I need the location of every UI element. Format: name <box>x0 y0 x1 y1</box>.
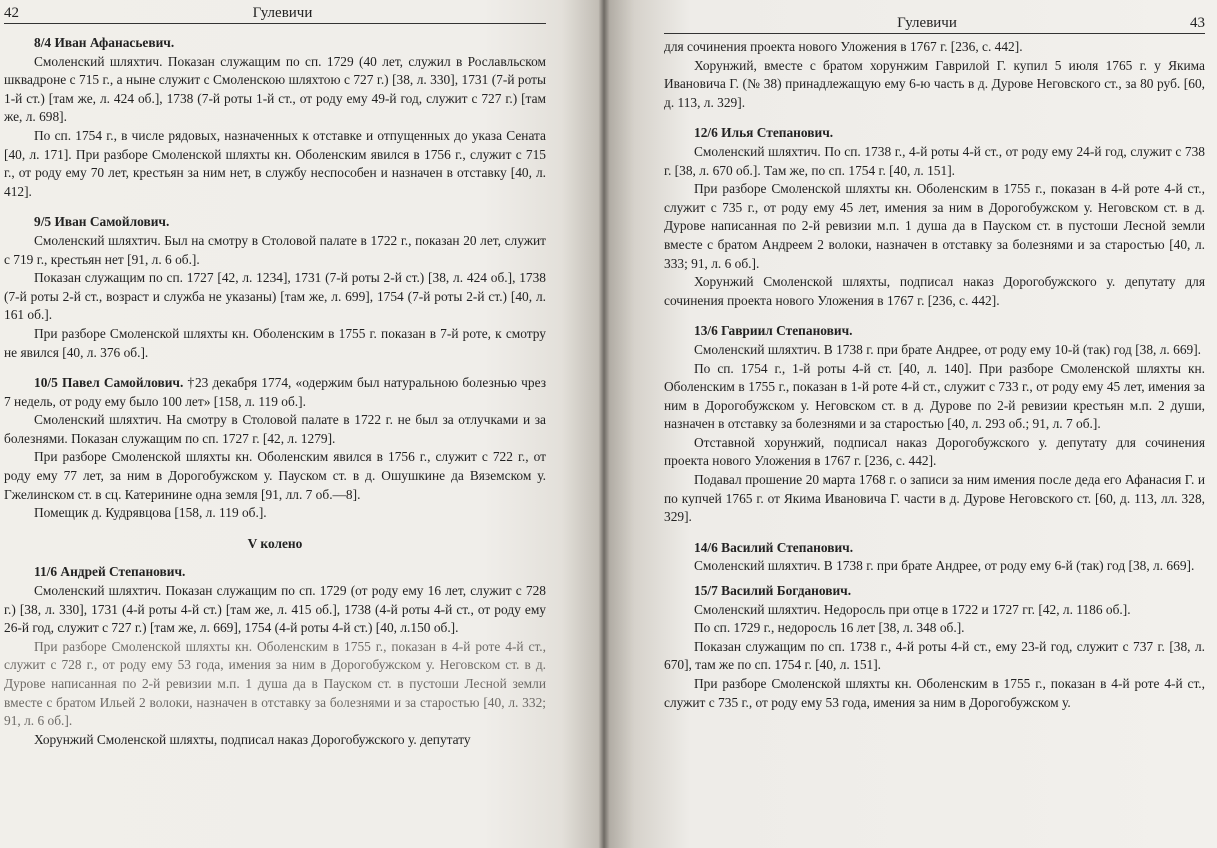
entry-paragraph: При разборе Смоленской шляхты кн. Оболенским в 1755 г., показан в 4-й роте 4-й ст., служит с 735 г., от роду ему 45 лет, имения за ним в Дорогобужском у. Неговском ст. в д. Дурове написанная по 2-й ревизии м.п. 1 душа да в Пауском ст. в пустоши Лесной земли вместе с братом Андреем 2 волоки, назначен в отставку за болезнями и за старостью [40, л. 333; 91, л. 6 об.]. <box>664 181 1205 271</box>
entry-paragraph: Смоленский шляхтич. Показан служащим по сп. 1729 (40 лет, служил в Рославльском шквадроне с 715 г., а ныне служит с Смоленскою шляхтою с 727 г.) [38, л. 330], 1731 (7-й роты 1-й ст.) [там же, л. 424 об.], 1738 (7-й роты 1-й ст., от роду ему 49-й год, служит с 727 г.) [там же, л. 698]. <box>4 53 546 125</box>
entry-paragraph: Смоленский шляхтич. В 1738 г. при брате Андрее, от роду ему 10-й (так) год [38, л. 669]. <box>694 341 1202 357</box>
entry-heading: 14/6 Василий Степанович. <box>694 539 854 555</box>
entry-paragraph: При разборе Смоленской шляхты кн. Оболенским явился в 1756 г., служит с 722 г., от роду ему 77 лет, за ним в Дорогобужском у. Пауском ст. в д. Ошушкине да Вяземском у. Гжелинском ст. в сц. Катеринине одна земля [91, лл. 7 об.—8]. <box>4 449 546 502</box>
right-page <box>604 0 1217 848</box>
entry-heading: 13/6 Гавриил Степанович. <box>694 323 853 339</box>
entry-paragraph: Смоленский шляхтич. Был на смотру в Столовой палате в 1722 г., показан 20 лет, служит с 719 г., крестьян нет [91, л. 6 об.]. <box>4 232 546 267</box>
entry-heading: 12/6 Илья Степанович. <box>694 125 834 141</box>
entry-11-6 <box>4 563 546 749</box>
section-title: V колено <box>247 535 303 551</box>
book-gutter <box>598 0 610 848</box>
entry-paragraph: Смоленский шляхтич. Недоросль при отце в 1722 и 1727 гг. [42, л. 1186 об.]. <box>694 601 1131 617</box>
entry-8-4 <box>4 34 546 201</box>
left-page <box>0 0 604 848</box>
entry-14-6 <box>664 539 1205 576</box>
entry-paragraph: Смоленский шляхтич. На смотру в Столовой палате в 1722 г. не был за отлучками и за болезнями. Показан служащим по сп. 1727 г. [42, л. 1279]. <box>4 412 546 446</box>
entry-heading: 9/5 Иван Самойлович. <box>34 214 170 230</box>
carryover-paragraph: для сочинения проекта нового Уложения в 1767 г. [236, с. 442]. <box>664 39 1023 54</box>
entry-10-5 <box>4 374 546 523</box>
entry-heading: 8/4 Иван Афанасьевич. <box>34 35 175 50</box>
entry-paragraph: При разборе Смоленской шляхты кн. Оболенским в 1755 г., показан в 4-й роте 4-й ст., служит с 728 г., от роду ему 53 года, имения за ним в Дорогобужском у. Неговском ст. в д. Дурове написанная по 2-й ревизии м.п. 1 душа да в Пауском ст. в пустоши Лесной земли вместе с братом Ильей 2 волоки, назначен в отставку за болезнями и за старостью [40, л. 332; 91, л. 6 об.]. <box>4 638 546 729</box>
entry-12-6 <box>664 124 1205 310</box>
entry-paragraph: При разборе Смоленской шляхты кн. Оболенским в 1755 г. показан в 7-й роте, к смотру не явился [40, л. 376 об.]. <box>4 325 546 360</box>
entry-paragraph: По сп. 1754 г., в числе рядовых, назначенных к отставке и отпущенных до указа Сената [40, л. 171]. При разборе Смоленской шляхты кн. Оболенским явился в 1756 г., служит с 715 г., от роду ему 70 лет, крестьян за ним нет, в службу неспособен и назначен в отставку [40, л. 412]. <box>4 127 546 199</box>
entry-paragraph: Хорунжий Смоленской шляхты, подписал наказ Дорогобужского у. депутату <box>34 731 471 747</box>
right-page-number: 43 <box>1190 15 1205 31</box>
entry-heading-tail: †23 декабря 1774, «одержим был натуральною болезнью чрез 7 недель, от роду ему было 100 лет» [158, л. 119 об.]. <box>4 375 546 409</box>
entry-heading: 11/6 Андрей Степанович. <box>34 564 186 580</box>
entry-paragraph: Показан служащим по сп. 1738 г., 4-й роты 4-й ст., ему 23-й год, служит с 737 г. [38, л. 670], там же по сп. 1754 г. [40, л. 151]. <box>664 638 1205 673</box>
carryover-block <box>664 38 1205 112</box>
entry-heading: 10/5 Павел Самойлович. <box>34 375 184 391</box>
entry-9-5 <box>4 213 546 362</box>
entry-paragraph: Смоленский шляхтич. По сп. 1738 г., 4-й роты 4-й ст., от роду ему 24-й год, служит с 738 г. [38, л. 670 об.]. Там же, по сп. 1754 г. [40, л. 151]. <box>664 143 1205 178</box>
left-running-head <box>4 4 546 24</box>
entry-paragraph: Смоленский шляхтич. Показан служащим по сп. 1729 (от роду ему 16 лет, служит с 728 г.) [38, л. 330], 1731 (4-й роты 4-й ст.) [там же, л. 415 об.], 1738 (4-й роты 4-й ст., от роду ему 26-й год, служит с 727 г.) [там же, л. 669], 1754 (4-й роты 4-й ст.) [40, л.150 об.]. <box>4 583 546 636</box>
entry-paragraph: По сп. 1729 г., недоросль 16 лет [38, л. 348 об.]. <box>694 620 965 636</box>
entry-15-7 <box>664 582 1205 712</box>
entry-paragraph: По сп. 1754 г., 1-й роты 4-й ст. [40, л. 140]. При разборе Смоленской шляхты кн. Оболенским в 1755 г., показан в 1-й роте 4-й ст., служит с 733 г., от роду ему 45 лет, имения за ним в Дорогобужском у. Неговском ст. в д. Дурове по 2-й ревизии крестьян м.п. 2 души, назначен в отставку за болезнями и за старостью [40, л. 293 об.; 91, л. 7 об.]. <box>664 360 1205 432</box>
entry-heading: 15/7 Василий Богданович. <box>694 583 852 599</box>
entry-13-6 <box>664 322 1205 527</box>
entry-paragraph: Смоленский шляхтич. В 1738 г. при брате Андрее, от роду ему 6-й (так) год [38, л. 669]. <box>694 558 1195 574</box>
left-running-title: Гулевичи <box>252 5 313 21</box>
entry-paragraph: Хорунжий Смоленской шляхты, подписал наказ Дорогобужского у. депутату для сочинения проекта нового Уложения в 1767 г. [236, с. 442]. <box>664 274 1205 308</box>
left-page-number: 42 <box>4 5 19 21</box>
entry-heading-line <box>4 374 546 411</box>
entry-paragraph: Помещик д. Кудрявцова [158, л. 119 об.]. <box>34 505 267 521</box>
entry-paragraph: Показан служащим по сп. 1727 [42, л. 1234], 1731 (7-й роты 2-й ст.) [38, л. 424 об.], 1738 (7-й роты 2-й ст., возраст и служба не указаны) [там же, л. 699], 1754 (7-й роты 2-й ст.) [40, л. 161 об.]. <box>4 270 546 323</box>
right-running-title: Гулевичи <box>897 15 957 31</box>
entry-paragraph: Отставной хорунжий, подписал наказ Дорогобужского у. депутату для сочинения проекта нового Уложения в 1767 г. [236, с. 442]. <box>664 434 1205 469</box>
entry-paragraph: При разборе Смоленской шляхты кн. Оболенским в 1755 г., показан в 4-й роте 4-й ст., служит с 735 г., от роду ему 53 года, имения за ним в Дорогобужском у. <box>664 676 1205 710</box>
right-running-head <box>664 14 1205 34</box>
entry-paragraph: Подавал прошение 20 марта 1768 г. о записи за ним имения после деда его Афанасия Г. и по купчей 1765 г. от Якима Ивановича Г. части в д. Дурове Неговского ст. [60, д. 113, лл. 328, 329]. <box>664 472 1205 525</box>
entry-paragraph: Хорунжий, вместе с братом хорунжим Гаврилой Г. купил 5 июля 1765 г. у Якима Ивановича Г. (№ 38) принадлежащую ему 6-ю часть в д. Дурове Неговского ст., за 80 руб. [60, д. 113, л. 329]. <box>664 57 1205 110</box>
